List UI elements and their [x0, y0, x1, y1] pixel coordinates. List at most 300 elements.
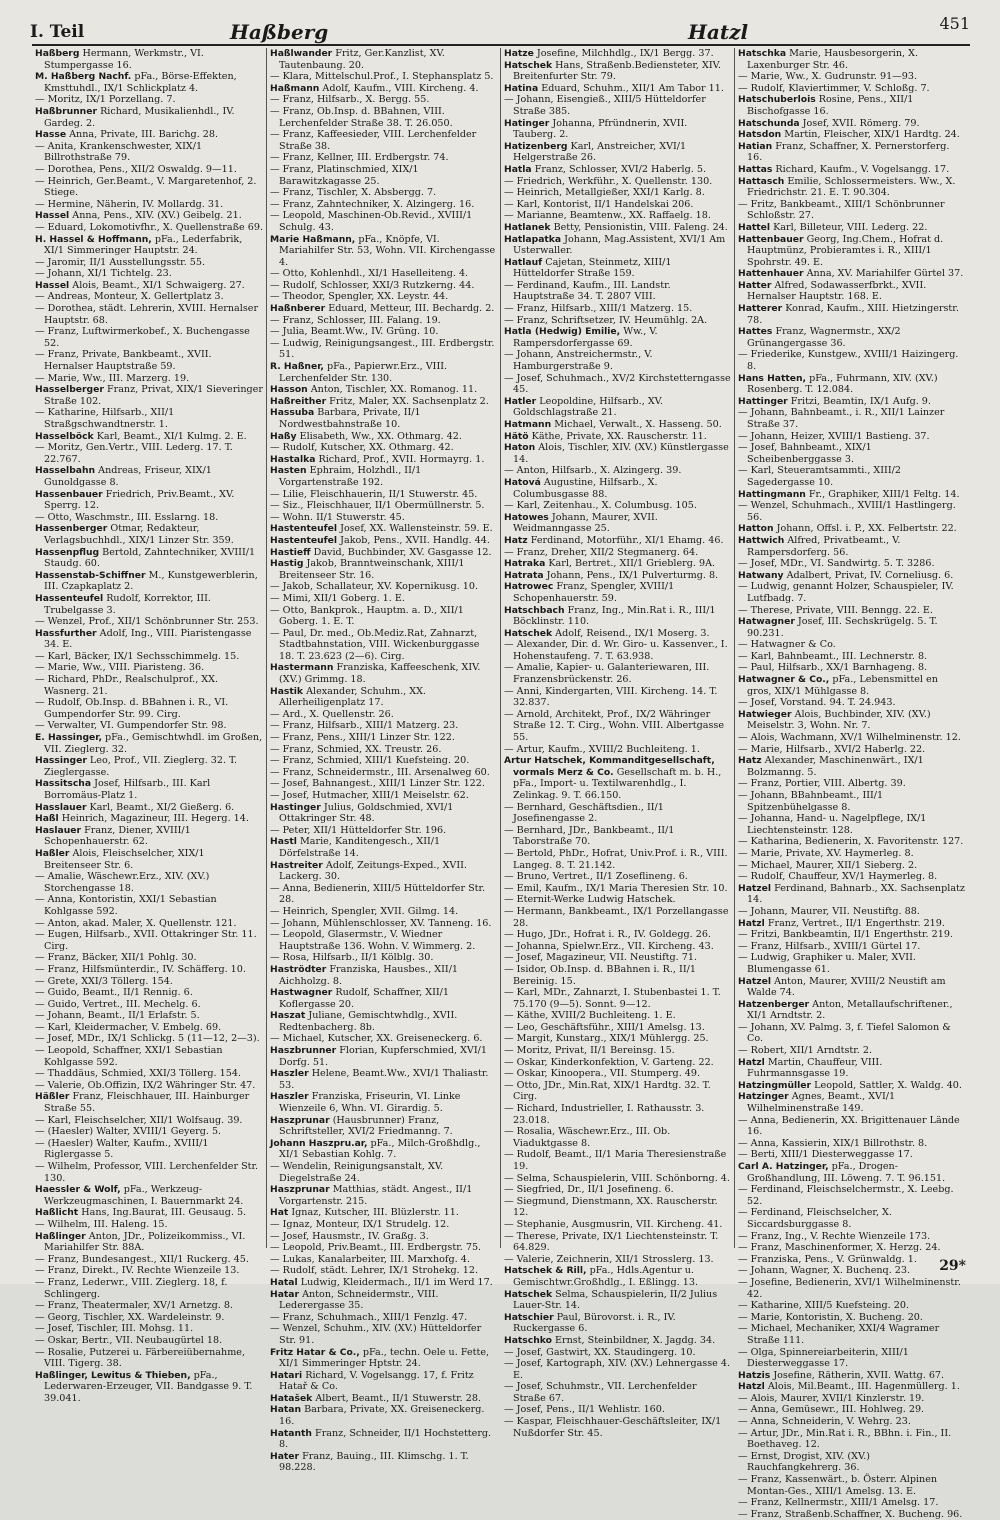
directory-entry: [504, 1219, 731, 1231]
entry-details: Ludwig, Kleidermach., II/1 im Werd 17.: [300, 1276, 493, 1288]
directory-entry: [35, 802, 263, 814]
entry-details: — Mimi, XII/1 Goberg. 1. E.: [270, 592, 405, 604]
directory-entry: [738, 373, 965, 396]
entry-surname: Marie Haßmann,: [270, 233, 356, 245]
directory-entry: [738, 581, 965, 604]
directory-entry: [504, 280, 731, 303]
directory-entry: [35, 234, 263, 257]
directory-entry: [504, 952, 731, 964]
entry-details: — Franz, Schneidermstr., III. Arsenalweg 60.: [270, 766, 490, 778]
entry-surname: Hatašek: [270, 1392, 313, 1404]
entry-details: — Marie, Hilfsarb., XVI/2 Haberlg. 22.: [738, 743, 926, 755]
entry-details: — Siegfried, Dr., II/1 Josefineng. 6.: [504, 1184, 674, 1196]
entry-details: Alois, Fleischselcher, XIX/1 Breitenseer Str. 6.: [44, 847, 205, 871]
entry-details: Fritz, Maler, XX. Sachsenplatz 2.: [329, 395, 489, 407]
entry-details: Ernst, Steinbildner, X. Jagdg. 34.: [554, 1334, 716, 1346]
entry-details: — Siegmund, Dienstmann, XX. Rauscherstr. 12.: [504, 1195, 718, 1219]
entry-surname: Hatla (Hedwig) Emilie,: [504, 326, 621, 338]
entry-details: — Ludwig, Reinigungsangest., III. Erdbergstr. 51.: [270, 337, 495, 361]
entry-details: — (Haesler) Walter, XVIII/1 Geyerg. 5.: [35, 1126, 222, 1138]
entry-details: — Bruno, Vertret., II/1 Zoseflineng. 6.: [504, 871, 688, 883]
entry-surname: Haßberg: [35, 48, 80, 59]
entry-surname: Hatlauf: [504, 256, 543, 268]
entry-details: — Karl, Zeitenhau., X. Columbusg. 105.: [504, 500, 697, 512]
directory-entry: [738, 558, 965, 570]
directory-entry: [738, 813, 965, 836]
entry-details: Alois, Tischler, XIV. (XV.) Künstlergasse 14.: [513, 442, 729, 465]
directory-entry: [35, 697, 263, 720]
entry-details: Leopoldine, Hilfsarb., XV. Goldschlagstraße 21.: [513, 395, 663, 419]
directory-entry: [270, 1010, 497, 1033]
entry-details: — Franz, Maschinenformer, X. Herzg. 24.: [738, 1242, 941, 1254]
directory-entry: [35, 1068, 263, 1080]
directory-entry: [504, 1045, 731, 1057]
directory-entry: [35, 199, 263, 211]
directory-entry: [738, 1300, 965, 1312]
entry-details: Betty, Pensionistin, VIII. Faleng. 24.: [553, 221, 728, 233]
entry-surname: Hastalka: [270, 453, 316, 465]
directory-entry: [738, 1312, 965, 1324]
directory-entry: [738, 697, 965, 709]
directory-entry: [35, 48, 263, 71]
entry-details: — Josef, Hausmstr., IV. Graßg. 3.: [270, 1230, 429, 1242]
directory-entry: [738, 883, 965, 906]
directory-entry: [270, 465, 497, 488]
directory-entry: [270, 500, 497, 512]
entry-details: — Karl, Bahnbeamt., III. Lechnerstr. 8.: [738, 650, 928, 662]
directory-entry: [35, 512, 263, 524]
directory-entry: [270, 1115, 497, 1138]
entry-details: Adalbert, Privat, IV. Corneliusg. 6.: [786, 569, 954, 581]
entry-details: pFa., Werkzeug-Werkzeugmaschinen, I. Bauernmarkt 24.: [44, 1184, 244, 1207]
entry-details: Franz, Schneider, II/1 Hochstetterg. 8.: [279, 1427, 492, 1451]
directory-entry: [504, 1347, 731, 1359]
entry-details: — Wilhelm, III. Haleng. 15.: [35, 1218, 168, 1230]
entry-details: — Franz, Kellner, III. Erdbergstr. 74.: [270, 152, 449, 164]
directory-entry: [504, 210, 731, 222]
directory-entry: [35, 848, 263, 871]
directory-entry: [270, 1207, 497, 1219]
entry-details: — Franz, Schriftsetzer, IV. Heumühlg. 2A.: [504, 314, 708, 326]
entry-details: — Otto, Bankprok., Hauptm. a. D., XII/1 Goberg. 1. E. T.: [270, 604, 464, 628]
entry-details: — Valerie, Ob.Offizin, IX/2 Währinger Str. 47.: [35, 1079, 256, 1091]
entry-details: Konrad, Kaufm., XIII. Hietzingerstr. 78.: [747, 303, 959, 326]
directory-entry: [738, 94, 965, 117]
directory-entry: [738, 755, 965, 778]
entry-details: — Johann, Wagner, X. Buchenq. 23.: [738, 1265, 911, 1277]
entry-details: — Josef, Bahnbeamt., XIX/1 Scheibenberggasse 3.: [738, 442, 872, 465]
directory-entry: [270, 442, 497, 454]
directory-entry: [270, 291, 497, 303]
entry-surname: Haströdter: [270, 963, 327, 975]
entry-surname: Hassfurther: [35, 627, 97, 639]
entry-surname: Hat: [270, 1207, 289, 1219]
directory-entry: [504, 60, 731, 83]
entry-details: Alexander, Maschinenwärt., IX/1 Bolzmanng. 5.: [747, 755, 924, 778]
entry-details: Anton, Maurer, XVIII/2 Neustift am Walde 74.: [747, 975, 946, 999]
directory-entry: [35, 71, 263, 94]
entry-surname: Hattwich: [738, 534, 785, 546]
directory-entry: [270, 720, 497, 732]
entry-details: Alois, Buchbinder, XIV. (XV.) Meiselstr. 3, Wohn. Nr. 7.: [747, 708, 931, 732]
directory-entry: [504, 1010, 731, 1022]
directory-entry: [35, 1219, 263, 1231]
entry-details: Gesellschaft m. b. H., pFa., Import- u. Textilwarenhdlg., I. Zelinkag. 9. T. 66.150.: [513, 766, 722, 801]
directory-entry: [270, 199, 497, 211]
entry-details: — Franz, Dreher, XII/2 Stegmanerg. 64.: [504, 546, 699, 558]
directory-entry: [738, 164, 965, 176]
directory-entry: [270, 825, 497, 837]
directory-entry: [35, 129, 263, 141]
directory-entry: [270, 1231, 497, 1243]
directory-entry: [738, 836, 965, 848]
entry-details: — Anton, Hilfsarb., X. Alzingerg. 39.: [504, 465, 682, 477]
directory-entry: [270, 48, 497, 71]
entry-details: Alfred, Privatbeamt., V. Rampersdorferg. 56.: [747, 534, 901, 558]
directory-entry: [35, 964, 263, 976]
entry-details: — Julia, Beamt.Ww., IV. Grüng. 10.: [270, 326, 439, 338]
directory-entry: [738, 48, 965, 71]
entry-details: Albert, Beamt., II/1 Stuwerstr. 28.: [315, 1392, 481, 1404]
directory-entry: [35, 871, 263, 894]
directory-entry: [35, 257, 263, 269]
directory-entry: [738, 349, 965, 372]
directory-entry: [738, 848, 965, 860]
entry-details: Ww., V. Rampersdorfergasse 69.: [513, 326, 658, 349]
directory-entry: [270, 605, 497, 628]
entry-details: Franz, Vertret., II/1 Engerthstr. 219.: [767, 917, 945, 929]
entry-details: — Katharine, XIII/5 Kuefsteing. 20.: [738, 1300, 910, 1312]
entry-details: — Richard, PhDr., Realschulprof., XX. Wasnerg. 21.: [35, 674, 219, 697]
directory-entry: [738, 1347, 965, 1370]
entry-details: Jakob, Branntweinschank, XIII/1 Breitenseer Str. 16.: [279, 558, 465, 581]
entry-surname: Hastik: [270, 685, 304, 697]
entry-details: — Franz, Kassenwärt., b. Österr. Alpinen Montan-Ges., XIII/1 Amelsg. 13. E.: [738, 1474, 938, 1497]
entry-details: Anton, JDr., Polizeikommiss., VI. Mariahilfer Str. 88A.: [44, 1230, 246, 1254]
column-2: [266, 48, 500, 1474]
entry-details: Alois, Beamt., XI/1 Schwaigerg. 27.: [72, 279, 245, 291]
entry-surname: Häßler: [35, 1091, 70, 1103]
entry-details: Franz, Schlosser, XVI/2 Haberlg. 5.: [534, 163, 707, 175]
directory-entry: [504, 987, 731, 1010]
entry-surname: Haszler: [270, 1068, 309, 1080]
entry-surname: Hastenteufel: [270, 523, 338, 535]
directory-entry: [504, 199, 731, 211]
entry-surname: Hatian: [738, 140, 773, 152]
entry-details: — Franz, Portier, VIII. Albertg. 39.: [738, 778, 906, 790]
directory-entry: [35, 303, 263, 326]
directory-entry: [504, 535, 731, 547]
entry-details: — Johann, XI/1 Tichtelg. 23.: [35, 268, 172, 280]
column-4: [734, 48, 968, 1520]
entry-details: — Guido, Beamt., II/1 Rennig. 6.: [35, 987, 193, 999]
entry-details: Franziska, Kaffeeschenk, XIV. (XV.) Grimmg. 18.: [279, 662, 481, 686]
entry-details: Michael, Verwalt., X. Hasseng. 50.: [554, 419, 722, 430]
directory-entry: [270, 767, 497, 779]
entry-details: — Ferdinand, Kaufm., III. Landstr. Hauptstraße 34. T. 2807 VIII.: [504, 279, 671, 303]
directory-entry: [35, 373, 263, 385]
entry-details: — Ludwig, Graphiker u. Maler, XVII. Blumengasse 61.: [738, 952, 916, 975]
entry-details: — Siz., Fleischhauer, II/1 Obermüllnerstr. 5.: [270, 500, 485, 512]
directory-entry: [504, 1126, 731, 1149]
entry-surname: Haßlwander: [270, 48, 333, 59]
directory-entry: [270, 407, 497, 430]
entry-details: Karl, Billeteur, VIII. Lederg. 22.: [773, 221, 928, 233]
directory-entry: [504, 1231, 731, 1254]
entry-details: Richard, Musikalienhdl., IV. Gardeg. 2.: [44, 105, 235, 129]
directory-entry: [35, 825, 263, 848]
entry-surname: Haszbrunner: [270, 1045, 337, 1057]
directory-entry: [738, 141, 965, 164]
entry-details: Karl, Anstreicher, XVI/1 Helgerstraße 26.: [513, 140, 687, 164]
directory-entry: [35, 999, 263, 1011]
directory-entry: [270, 836, 497, 859]
entry-details: Adolf, Zeitungs-Exped., XVII. Lackerg. 30.: [279, 859, 467, 883]
entry-details: Julius, Goldschmied, XVI/1 Ottakringer Str. 48.: [279, 801, 454, 825]
directory-entry: [738, 280, 965, 303]
directory-entry: [270, 883, 497, 906]
entry-details: — Rudolf, Ob.Insp. d. BBahnen i. R., VI. Gumpendorfer Str. 99. Cirg.: [35, 697, 229, 720]
entry-details: — Theodor, Spengler, XX. Leystr. 44.: [270, 291, 449, 303]
entry-details: — Rudolf, Klaviertimmer, V. Schloßg. 7.: [738, 82, 930, 94]
entry-surname: Hatzl: [738, 1381, 765, 1393]
entry-details: — Johann, Mühlenschlosser, XV. Tanneng. 16.: [270, 917, 492, 929]
directory-entry: [35, 465, 263, 488]
entry-details: — Wilhelm, Professor, VIII. Lerchenfelder Str. 130.: [35, 1161, 259, 1184]
entry-details: — Franz, Schmied, XIII/1 Kuefsteing. 20.: [270, 755, 470, 767]
entry-details: — Franz, Hilfsarb., X. Bergg. 55.: [270, 94, 430, 106]
directory-entry: [504, 222, 731, 234]
directory-entry: [738, 570, 965, 582]
entry-details: — Franz, Zahntechniker, X. Alzingerg. 16.: [270, 198, 475, 210]
directory-entry: [738, 605, 965, 617]
entry-details: Richard, Prof., XVII. Hormayrg. 1.: [318, 453, 485, 465]
directory-entry: [504, 1022, 731, 1034]
directory-entry: [504, 570, 731, 582]
directory-entry: [35, 1254, 263, 1266]
directory-entry: [504, 639, 731, 662]
directory-entry: [270, 732, 497, 744]
entry-surname: Hastieff: [270, 546, 311, 558]
entry-details: — Franz, Straßenb.Schaffner, X. Bucheng. 96.: [738, 1508, 963, 1520]
entry-surname: Hatton: [738, 523, 774, 535]
entry-details: — Heinrich, Ger.Beamt., V. Margaretenhof, 2. Stiege.: [35, 175, 257, 199]
directory-entry: [270, 1323, 497, 1346]
entry-details: pFa., Fuhrmann, XIV. (XV.) Rosenberg. T. 12.084.: [747, 372, 938, 396]
entry-surname: Haslauer: [35, 824, 82, 836]
entry-surname: Haßbrunner: [35, 105, 97, 117]
directory-entry: [35, 1277, 263, 1300]
entry-details: — Guido, Vertret., III. Mechelg. 6.: [35, 998, 201, 1010]
entry-details: — Josefine, Bedienerin, XVI/1 Wilhelminenstr. 42.: [738, 1276, 961, 1300]
entry-surname: Hatschek: [504, 1288, 553, 1300]
entry-surname: Hatterer: [738, 303, 783, 315]
entry-surname: Hatan: [270, 1404, 302, 1416]
entry-details: Elisabeth, Ww., XX. Othmarg. 42.: [299, 430, 462, 442]
entry-details: Franziska, Hausbes., XII/1 Aichholzg. 8.: [279, 963, 459, 987]
directory-entry: [270, 106, 497, 129]
entry-details: Karl, Bertret., XII/1 Grieblerg. 9A.: [548, 558, 716, 570]
directory-entry: [738, 976, 965, 999]
directory-entry: [270, 280, 497, 292]
entry-details: pFa., Hdls.Agentur u. Gemischtwr.Großhdlg., I. Eßlingg. 13.: [513, 1265, 698, 1288]
entry-details: Eduard, Metteur, III. Bechardg. 2.: [328, 303, 495, 315]
entry-surname: Hatzel: [738, 882, 772, 894]
entry-details: — Josef, Kartograph, XIV. (XV.) Lehnergasse 4. E.: [504, 1358, 731, 1381]
entry-details: — Karl, Bäcker, IX/1 Sechsschimmelg. 15.: [35, 650, 240, 662]
directory-entry: [270, 593, 497, 605]
entry-surname: Hatina: [504, 82, 539, 94]
directory-entry: [504, 1196, 731, 1219]
entry-details: — Therese, Private, VIII. Benngg. 22. E.: [738, 604, 933, 616]
entry-details: Friedrich, Priv.Beamt., XV. Sperrg. 12.: [44, 488, 235, 512]
entry-surname: Hatler: [504, 395, 537, 407]
directory-entry: [504, 234, 731, 257]
entry-details: — Rudolf, Kutscher, XX. Othmarg. 42.: [270, 442, 454, 454]
entry-details: — Rudolf, städt. Lehrer, IX/1 Strohekg. 12.: [270, 1265, 479, 1277]
entry-details: — Franziska, Pens., V. Grünwaldg. 1.: [738, 1253, 917, 1265]
entry-details: — Marie, Ww., VIII. Piaristeng. 36.: [35, 662, 205, 674]
entry-details: Rosine, Pens., XII/1 Bischofgasse 16.: [747, 94, 914, 117]
directory-entry: [504, 1149, 731, 1172]
entry-details: Adolf, Reisend., IX/1 Moserg. 3.: [555, 627, 710, 639]
entry-details: — Franz, Lederwr., VIII. Zieglerg. 18, f. Schlingerg.: [35, 1276, 228, 1300]
directory-entry: [738, 1393, 965, 1405]
entry-details: — Artur, Kaufm., XVIII/2 Buchleiteng. 1.: [504, 743, 700, 755]
entry-details: — Paul, Hilfsarb., XX/1 Barnhageng. 8.: [738, 662, 928, 674]
entry-surname: Hasson: [270, 384, 308, 396]
directory-entry: [35, 1335, 263, 1347]
entry-details: Agnes, Beamt., XVI/1 Wilhelminenstraße 149.: [747, 1091, 896, 1115]
entry-details: Anton, Schneidermstr., VIII. Lederergasse 35.: [279, 1288, 439, 1312]
directory-entry: [35, 1370, 263, 1405]
entry-surname: Hatzenberger: [738, 998, 810, 1010]
directory-entry: [504, 176, 731, 188]
directory-entry: [504, 326, 731, 349]
directory-entry: [35, 1207, 263, 1219]
entry-details: Josef, XVII. Römerg. 79.: [802, 117, 920, 129]
column-3: [500, 48, 734, 1439]
directory-entry: [35, 407, 263, 430]
entry-details: Juliane, Gemischtwhdlg., XVII. Redtenbacherg. 8b.: [279, 1010, 458, 1033]
entry-surname: H. Hassel & Hoffmann,: [35, 233, 152, 245]
entry-details: — Otto, Kohlenhdl., XI/1 Haselleiteng. 4.: [270, 268, 469, 280]
entry-details: Hermann, Werkmstr., VI. Stumpergasse 16.: [44, 48, 204, 71]
entry-details: — Stephanie, Ausgmusrin, VII. Kircheng. 41.: [504, 1218, 723, 1230]
entry-details: (Hausbrunner) Franz, Schriftsteller, XVI/2 Friedmanng. 7.: [279, 1114, 453, 1138]
directory-entry: [504, 605, 731, 628]
entry-details: — Johann, Maurer, VII. Neustiftg. 88.: [738, 905, 920, 917]
entry-details: — Marianne, Beamtenw., XX. Raffaelg. 18.: [504, 210, 711, 222]
entry-details: — Anton, akad. Maler, X. Quellenstr. 121.: [35, 917, 237, 929]
entry-details: — Karl, Kontorist, II/1 Handelskai 206.: [504, 198, 694, 210]
directory-entry: [504, 871, 731, 883]
entry-details: — Johann, Anstreichermstr., V. Hamburgerstraße 9.: [504, 349, 653, 373]
entry-details: — Franz, Ob.Insp. d. BBahnen, VIII. Lerchenfelder Straße 38. T. 26.050.: [270, 105, 453, 129]
entry-surname: Haszprunar: [270, 1184, 330, 1196]
directory-entry: [738, 790, 965, 813]
entry-details: Franz, Diener, XVIII/1 Schopenhauerstr. 62.: [44, 824, 191, 848]
entry-details: — Marie, Ww., X. Gudrunstr. 91—93.: [738, 71, 918, 83]
entry-details: Karl, Beamt., XI/2 Gießerg. 6.: [89, 801, 235, 813]
directory-entry: [270, 1277, 497, 1289]
directory-entry: [738, 1474, 965, 1497]
directory-entry: [270, 396, 497, 408]
directory-entry: [270, 83, 497, 95]
directory-entry: [738, 431, 965, 443]
directory-entry: [270, 152, 497, 164]
directory-entry: [738, 176, 965, 199]
entry-details: — Karl, Steueramtsammti., XIII/2 Sagedergasse 10.: [738, 465, 901, 488]
directory-entry: [35, 732, 263, 755]
directory-entry: [738, 778, 965, 790]
entry-details: — Oskar, Bertr., VII. Neubaugürtel 18.: [35, 1334, 223, 1346]
entry-details: — Eduard, Lokomotivfhr., X. Quellenstraße 69.: [35, 221, 263, 233]
entry-details: Eduard, Schuhm., XII/1 Am Tabor 11.: [541, 82, 724, 94]
directory-entry: [738, 941, 965, 953]
entry-details: Barbara, Private, II/1 Nordwestbahnstraße 10.: [279, 407, 421, 430]
entry-surname: Hatschek: [504, 627, 553, 639]
entry-surname: Hasten: [270, 465, 307, 477]
page-header: [30, 8, 970, 42]
directory-entry: [270, 315, 497, 327]
entry-details: — Franz, Direkt., IV. Rechte Wienzeile 13.: [35, 1265, 240, 1277]
entry-surname: Haszat: [270, 1010, 306, 1022]
directory-entry: [270, 431, 497, 443]
directory-entry: [504, 1358, 731, 1381]
entry-surname: Hassenteufel: [35, 592, 104, 604]
directory-entry: [270, 303, 497, 315]
directory-entry: [504, 396, 731, 419]
entry-surname: Hassuba: [270, 407, 315, 419]
entry-details: pFa., techn. Oele u. Fette, XI/1 Simmeringer Hptstr. 24.: [279, 1346, 490, 1370]
entry-details: — Rosalia, Wäschewr.Erz., III. Ob. Viaduktgasse 8.: [504, 1126, 671, 1149]
directory-entry: [35, 94, 263, 106]
directory-entry: [504, 744, 731, 756]
directory-entry: [738, 523, 965, 535]
entry-details: — Wenzel, Prof., XII/1 Schönbrunner Str. 253.: [35, 616, 259, 628]
entry-details: — Franz, Theatermaler, XV/1 Arnetzg. 8.: [35, 1300, 234, 1312]
entry-details: — Anna, Schneiderin, V. Wehrg. 23.: [738, 1416, 911, 1428]
entry-surname: Hatla: [504, 163, 532, 175]
entry-surname: Hatlanek: [504, 221, 551, 233]
entry-details: Anna, XV. Mariahilfer Gürtel 37.: [806, 268, 964, 280]
directory-entry: [504, 442, 731, 465]
entry-details: pFa., Lederwaren-Erzeuger, VII. Bandgasse 9. T. 39.041.: [44, 1369, 253, 1404]
entry-surname: Hatwagner & Co.,: [738, 674, 830, 686]
directory-entry: [270, 1219, 497, 1231]
entry-details: — Therese, Private, IX/1 Liechtensteinstr. T. 64.829.: [504, 1230, 719, 1254]
entry-details: — Margit, Kunstarg., XIX/1 Mühlergg. 25.: [504, 1033, 709, 1045]
entry-details: — Bernhard, JDr., Bankbeamt., II/1 Taborstraße 70.: [504, 824, 675, 848]
entry-details: — Eugen, Hilfsarb., XVII. Ottakringer Str. 11. Cirg.: [35, 929, 257, 952]
entry-details: — Franz, Schmied, XX. Treustr. 26.: [270, 743, 442, 755]
directory-entry: [35, 1010, 263, 1022]
directory-entry: [738, 1451, 965, 1474]
entry-details: — Josef, Magazineur, VII. Neustiftg. 71.: [504, 952, 697, 964]
entry-details: — Johann, Eisengieß., XIII/5 Hütteldorfer Straße 385.: [504, 94, 706, 117]
directory-entry: [738, 639, 965, 651]
entry-details: — Karl, Fleischselcher, XII/1 Wolfsaug. 39.: [35, 1114, 243, 1126]
directory-entry: [738, 234, 965, 269]
entry-details: Josef, III. Sechskrügelg. 5. T. 90.231.: [747, 616, 938, 639]
entry-surname: Fritz Hatar & Co.,: [270, 1346, 360, 1358]
entry-details: — Karl, Kleidermacher, V. Embelg. 69.: [35, 1021, 222, 1033]
directory-entry: [270, 1033, 497, 1045]
entry-details: — Peter, XII/1 Hütteldorfer Str. 196.: [270, 824, 447, 836]
entry-details: — Wendelin, Reinigungsanstalt, XV. Diegelstraße 24.: [270, 1161, 444, 1184]
entry-details: — Kaspar, Fleischhauer-Geschäftsleiter, IX/1 Nußdorfer Str. 45.: [504, 1416, 722, 1439]
